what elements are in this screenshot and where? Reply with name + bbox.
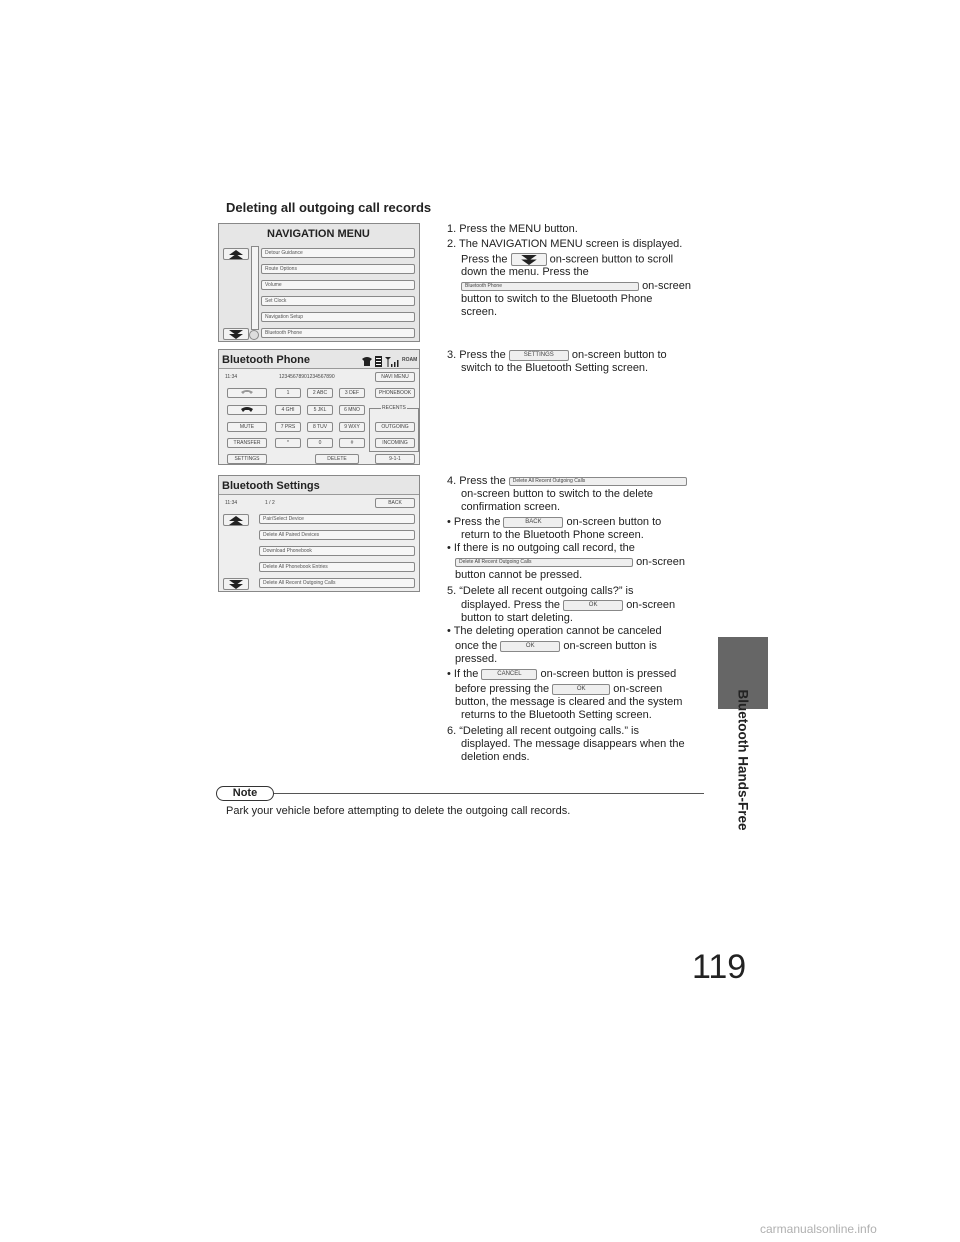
navigation-menu-screen [218,223,420,342]
step-4-line: 4. Press the Delete All Recent Outgoing Calls [447,475,697,488]
step-2-line: button to switch to the Bluetooth Phone [461,293,653,306]
scroll-down-button[interactable] [223,328,249,340]
end-call-button[interactable] [227,405,267,415]
recents-label: RECENTS [382,405,406,411]
step-5-line: 5. “Delete all recent outgoing calls?” is [447,585,634,597]
ok-inline-button: OK [500,641,560,652]
dialed-number: 12345678901234567890 [279,374,335,380]
scroll-down-button[interactable] [223,578,249,590]
keypad-key[interactable]: # [339,438,365,448]
settings-item-pair-select[interactable]: Pair/Select Device [259,514,415,524]
transfer-button[interactable]: TRANSFER [227,438,267,448]
settings-item-delete-paired[interactable]: Delete All Paired Devices [259,530,415,540]
bullet-no-record: • If there is no outgoing call record, the [447,542,635,554]
step-6-line: deletion ends. [461,751,530,763]
note-text: Park your vehicle before attempting to delete the outgoing call records. [226,805,571,817]
keypad-key[interactable]: 8 TUV [307,422,333,432]
step-2: 2. The NAVIGATION MENU screen is displayed. [447,238,683,250]
scroll-down-inline-button [511,253,547,266]
phone-signal-battery-icon [361,355,401,367]
page-indicator: 1 / 2 [265,500,275,506]
arrow-down-icon [229,580,243,589]
arrow-up-icon [229,250,243,259]
keypad-key[interactable]: * [275,438,301,448]
nav-item-navigation-setup[interactable]: Navigation Setup [261,312,415,322]
nav-item-set-clock[interactable]: Set Clock [261,296,415,306]
delete-button[interactable]: DELETE [315,454,359,464]
bullet-cannot-cancel: • The deleting operation cannot be canceled [447,625,662,637]
roam-indicator: ROAM [402,357,418,363]
back-button[interactable]: BACK [375,498,415,508]
emergency-911-button[interactable]: 9-1-1 [375,454,415,464]
settings-item-download-phonebook[interactable]: Download Phonebook [259,546,415,556]
step-2-line: Press the on-screen button to scroll [461,253,674,266]
step-2-line: Bluetooth Phone on-screen [447,280,697,293]
step-3-line: switch to the Bluetooth Setting screen. [461,362,649,374]
bullet-cannot-cancel-line: once the OK on-screen button is [455,640,657,652]
phonebook-button[interactable]: PHONEBOOK [375,388,415,398]
bullet-cancel-line: button, the message is cleared and the system [455,696,683,708]
note-label: Note [216,786,274,801]
keypad-key[interactable]: 1 [275,388,301,398]
screen-title: Bluetooth Settings [222,480,320,492]
screen-title: NAVIGATION MENU [267,228,370,240]
hang-up-icon [241,406,253,413]
step-1: 1. Press the MENU button. [447,223,578,235]
keypad-key[interactable]: 6 MNO [339,405,365,415]
instructions-step-3 [447,349,697,375]
step-5-line: displayed. Press the OK on-screen [461,599,676,611]
clock-time: 11:34 [225,374,238,380]
arrow-down-icon [229,330,243,339]
back-inline-button: BACK [503,517,563,528]
step-4-line: confirmation screen. [461,501,561,513]
step-2-line: down the menu. Press the [461,266,589,279]
ok-inline-button: OK [552,684,610,695]
cancel-inline-button: CANCEL [481,669,537,680]
keypad-key[interactable]: 3 DEF [339,388,365,398]
note-divider [274,793,704,794]
step-2-line: screen. [461,306,498,319]
phone-status-icons [361,354,401,366]
scroll-track[interactable] [251,246,259,330]
outgoing-button[interactable]: OUTGOING [375,422,415,432]
nav-item-route-options[interactable]: Route Options [261,264,415,274]
bluetooth-phone-inline-button: Bluetooth Phone [461,282,639,291]
keypad-key[interactable]: 0 [307,438,333,448]
mute-button[interactable]: MUTE [227,422,267,432]
delete-outgoing-inline-button: Delete All Recent Outgoing Calls [455,558,633,567]
incoming-button[interactable]: INCOMING [375,438,415,448]
bluetooth-phone-screen [218,349,420,465]
step-4-line: on-screen button to switch to the delete [461,488,654,500]
navi-menu-button[interactable]: NAVI MENU [375,372,415,382]
keypad-key[interactable]: 4 GHI [275,405,301,415]
bullet-back-line: return to the Bluetooth Phone screen. [461,529,644,541]
settings-item-delete-outgoing[interactable]: Delete All Recent Outgoing Calls [259,578,415,588]
step-6-line: 6. “Deleting all recent outgoing calls.” is [447,725,639,737]
page-number: 119 [692,948,747,986]
arrow-down-icon [521,255,537,265]
keypad-key[interactable]: 5 JKL [307,405,333,415]
clock-time: 11:34 [225,500,238,506]
settings-item-delete-phonebook[interactable]: Delete All Phonebook Entries [259,562,415,572]
scroll-up-button[interactable] [223,514,249,526]
send-call-button[interactable] [227,388,267,398]
nav-item-bluetooth-phone[interactable]: Bluetooth Phone [261,328,415,338]
step-3-line: 3. Press the SETTINGS on-screen button to [447,349,667,361]
screen-title: Bluetooth Phone [222,354,310,366]
step-6-line: displayed. The message disappears when the [461,738,685,750]
bluetooth-settings-screen [218,475,420,592]
instructions-steps-1-2 [447,223,697,319]
arrow-up-icon [229,516,243,525]
keypad-key[interactable]: 2 ABC [307,388,333,398]
bullet-back: • Press the BACK on-screen button to [447,516,662,528]
step-5-line: button to start deleting. [461,612,573,624]
bullet-no-record-line: Delete All Recent Outgoing Calls on-screen [447,556,697,569]
footer-watermark: carmanualsonline.info [760,1222,877,1236]
bullet-cancel-line: returns to the Bluetooth Setting screen. [461,709,652,721]
delete-outgoing-inline-button: Delete All Recent Outgoing Calls [509,477,687,486]
bullet-no-record-line: button cannot be pressed. [455,569,583,581]
keypad-key[interactable]: 9 WXY [339,422,365,432]
instructions-steps-4-6 [447,475,697,764]
scroll-up-button[interactable] [223,248,249,260]
bullet-cancel-line: before pressing the OK on-screen [455,683,663,695]
phone-icon [241,389,253,396]
nav-item-volume[interactable]: Volume [261,280,415,290]
keypad-key[interactable]: 7 PRS [275,422,301,432]
bullet-cancel: • If the CANCEL on-screen button is pressed [447,668,677,680]
bullet-cannot-cancel-line: pressed. [455,653,498,665]
settings-inline-button: SETTINGS [509,350,569,361]
scroll-thumb[interactable] [249,330,259,340]
section-heading: Deleting all outgoing call records [226,200,432,215]
settings-button[interactable]: SETTINGS [227,454,267,464]
ok-inline-button: OK [563,600,623,611]
nav-item-detour-guidance[interactable]: Detour Guidance [261,248,415,258]
